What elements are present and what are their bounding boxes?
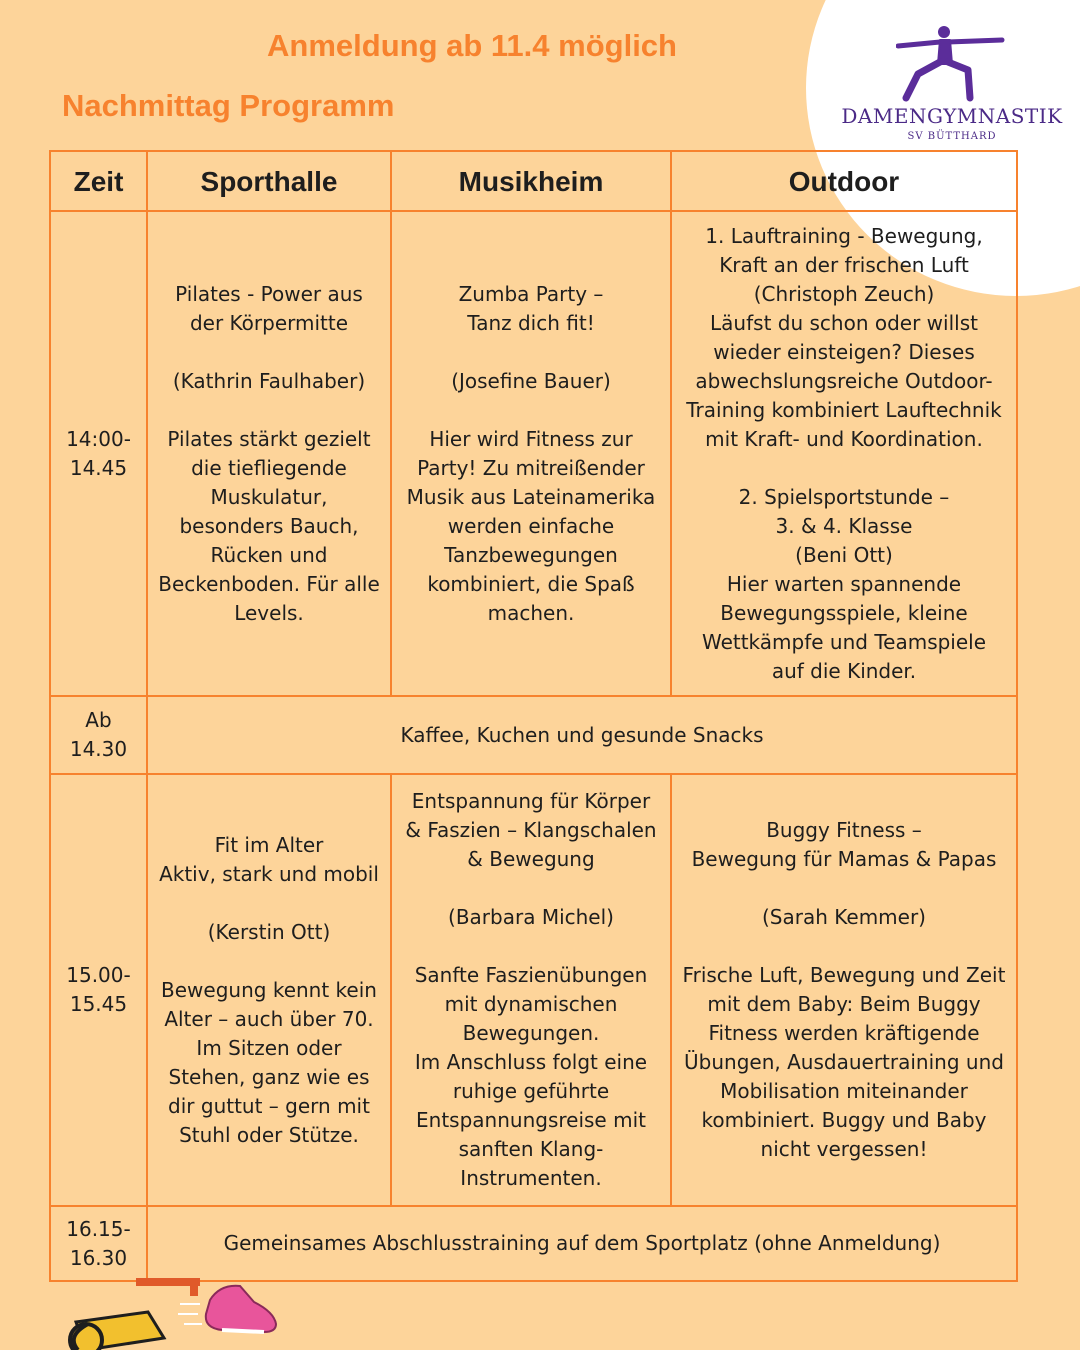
column-header-musikheim: Musikheim bbox=[391, 151, 671, 211]
logo-subtitle: SV BÜTTHARD bbox=[907, 131, 997, 142]
bench-icon bbox=[136, 1278, 200, 1296]
yoga-mat-icon bbox=[70, 1312, 164, 1350]
table-header-row bbox=[50, 151, 1017, 211]
time-cell: 16.15- 16.30 bbox=[50, 1206, 147, 1281]
table-row bbox=[50, 774, 1017, 1206]
table-row bbox=[50, 1206, 1017, 1281]
time-cell: 15.00- 15.45 bbox=[50, 774, 147, 1206]
break-cell: Kaffee, Kuchen und gesunde Snacks bbox=[147, 696, 1017, 774]
schedule-table bbox=[49, 150, 1018, 1282]
club-logo bbox=[836, 24, 1068, 148]
closing-cell: Gemeinsames Abschlusstraining auf dem Sportplatz (ohne Anmeldung) bbox=[147, 1206, 1017, 1281]
time-cell: Ab 14.30 bbox=[50, 696, 147, 774]
session-cell: Fit im Alter Aktiv, stark und mobil (Kerstin Ott) Bewegung kennt kein Alter – auch über 70. Im Sitzen oder Stehen, ganz wie es dir guttut – gern mit Stuhl oder Stütze. bbox=[147, 774, 391, 1206]
session-cell: Entspannung für Körper & Faszien – Klangschalen & Bewegung (Barbara Michel) Sanfte Faszienübungen mit dynamischen Bewegungen. Im Anschluss folgt eine ruhige geführte Entspannungsreise mit sanften Klang- Instrumenten. bbox=[391, 774, 671, 1206]
column-header-outdoor: Outdoor bbox=[671, 151, 1017, 211]
sports-decoration bbox=[50, 1278, 290, 1350]
session-cell: Pilates - Power aus der Körpermitte (Kathrin Faulhaber) Pilates stärkt gezielt die tiefliegende Muskulatur, besonders Bauch, Rücken und Beckenboden. Für alle Levels. bbox=[147, 211, 391, 696]
session-cell: 1. Lauftraining - Bewegung, Kraft an der frischen Luft (Christoph Zeuch) Läufst du schon oder willst wieder einsteigen? Dieses abwechslungsreiche Outdoor- Training kombiniert Lauftechnik mit Kraft- und Koordination. 2. Spielsportstunde – 3. & 4. Klasse (Beni Ott) Hier warten spannende Bewegungsspiele, kleine Wettkämpfe und Teamspiele auf die Kinder. bbox=[671, 211, 1017, 696]
column-header-time: Zeit bbox=[50, 151, 147, 211]
column-header-sporthalle: Sporthalle bbox=[147, 151, 391, 211]
registration-notice: Anmeldung ab 11.4 möglich bbox=[267, 28, 677, 63]
time-cell: 14:00- 14.45 bbox=[50, 211, 147, 696]
table-row bbox=[50, 696, 1017, 774]
logo-title: DAMENGYMNASTIK bbox=[841, 104, 1063, 128]
session-cell: Zumba Party – Tanz dich fit! (Josefine Bauer) Hier wird Fitness zur Party! Zu mitreißender Musik aus Lateinamerika werden einfache Tanzbewegungen kombiniert, die Spaß machen. bbox=[391, 211, 671, 696]
yoga-warrior-pose-icon bbox=[896, 24, 1006, 102]
table-row bbox=[50, 211, 1017, 696]
program-title: Nachmittag Programm bbox=[62, 88, 395, 123]
session-cell: Buggy Fitness – Bewegung für Mamas & Papas (Sarah Kemmer) Frische Luft, Bewegung und Zeit mit dem Baby: Beim Buggy Fitness werden kräftigende Übungen, Ausdauertraining und Mobilisation miteinander kombiniert. Buggy und Baby nicht vergessen! bbox=[671, 774, 1017, 1206]
